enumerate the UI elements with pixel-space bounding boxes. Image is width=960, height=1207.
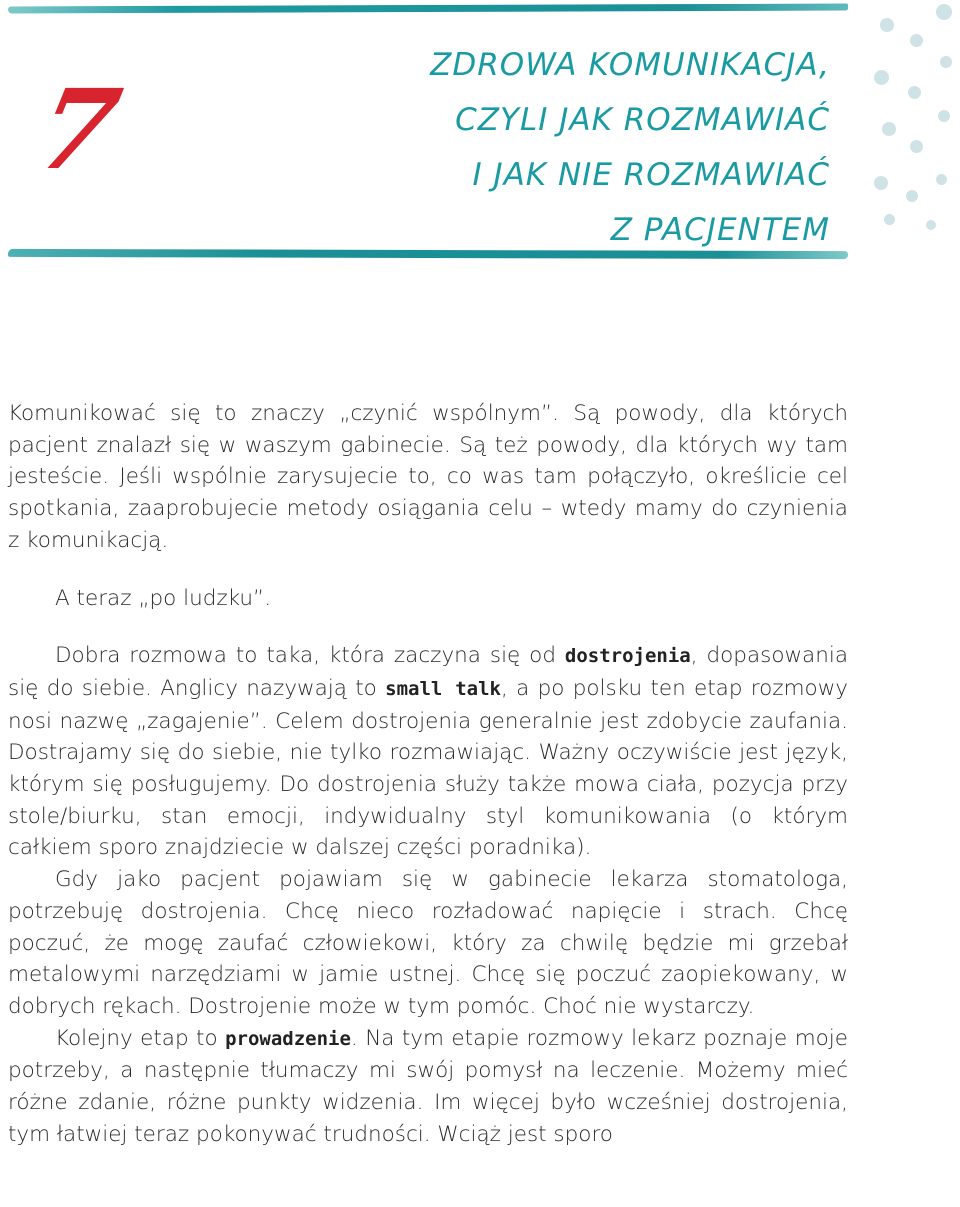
text-run: , a po polsku ten etap rozmowy nosi nazwę „zagajenie”. Celem dostrojenia generalnie jest zdobycie zaufania. Dostrajamy się do siebie, nie tylko rozmawiając. Ważny oczywiście jest język, którym się posługujemy. Do dostrojenia służy także mowa ciała, pozycja przy stole/biurku, stan emocji, indywidualny styl komunikowania (o którym całkiem sporo znajdziecie w dalszej części poradnika). — [8, 675, 848, 861]
handwritten-term: prowadzenie — [225, 1027, 351, 1050]
paragraph-patient-needs: Gdy jako pacjent pojawiam się w gabinecie lekarza stomatologa, potrzebuję dostrojenia. Chcę nieco rozładować napięcie i strach. Chcę poczuć, że mogę zaufać człowiekowi, który za chwilę będzie mi grzebał metalowymi narzędziami w jamie ustnej. Chcę się poczuć zaopiekowany, w dobrych rękach. Dostrojenie może w tym pomóc. Choć nie wystarczy. — [8, 867, 848, 1019]
chapter-title-line: CZYLI JAK ROZMAWIAĆ — [455, 102, 830, 138]
paragraph-intro: Komunikować się to znaczy „czynić wspólnym”. Są powody, dla których pacjent znalazł się w waszym gabinecie. Są też powody, dla których wy tam jesteście. Jeśli wspólnie zarysujecie to, co was tam połączyło, określicie cel spotkania, zaaprobujecie metody osiągania celu – wtedy mamy do czynienia z komunikacją. — [8, 401, 848, 553]
chapter-title-line: Z PACJENTEM — [610, 212, 830, 248]
text-run: Kolejny etap to — [55, 1025, 226, 1051]
handwritten-term: dostrojenia — [564, 645, 691, 668]
decorative-brush-stroke-bottom — [8, 249, 848, 259]
chapter-title — [210, 38, 830, 258]
paragraph-plain-speech: A teraz „po ludzku”. — [55, 585, 272, 611]
handwritten-term: small talk — [385, 677, 501, 700]
chapter-title-line: ZDROWA KOMUNIKACJA, — [430, 47, 830, 83]
text-run: . Na tym etapie rozmowy lekarz poznaje moje potrzeby, a następnie tłumaczy mi swój pomysł na leczenie. Możemy mieć różne zdanie, różne punkty widzenia. Im więcej było wcześniej dostrojenia, tym łatwiej teraz pokonywać trudności. Wciąż jest sporo — [8, 1025, 848, 1147]
text-run: Dobra rozmowa to taka, która zaczyna się od — [55, 643, 565, 669]
chapter-number: 7 — [26, 65, 131, 194]
paragraph-attunement — [8, 640, 848, 864]
decorative-dot-pattern — [870, 0, 960, 240]
decorative-brush-stroke-top — [8, 4, 848, 14]
chapter-title-line: I JAK NIE ROZMAWIAĆ — [472, 157, 830, 193]
text-run: , dopasowania się do siebie. Anglicy nazywają to — [8, 643, 849, 701]
paragraph-guidance — [8, 1023, 848, 1151]
body-text — [8, 398, 848, 1150]
